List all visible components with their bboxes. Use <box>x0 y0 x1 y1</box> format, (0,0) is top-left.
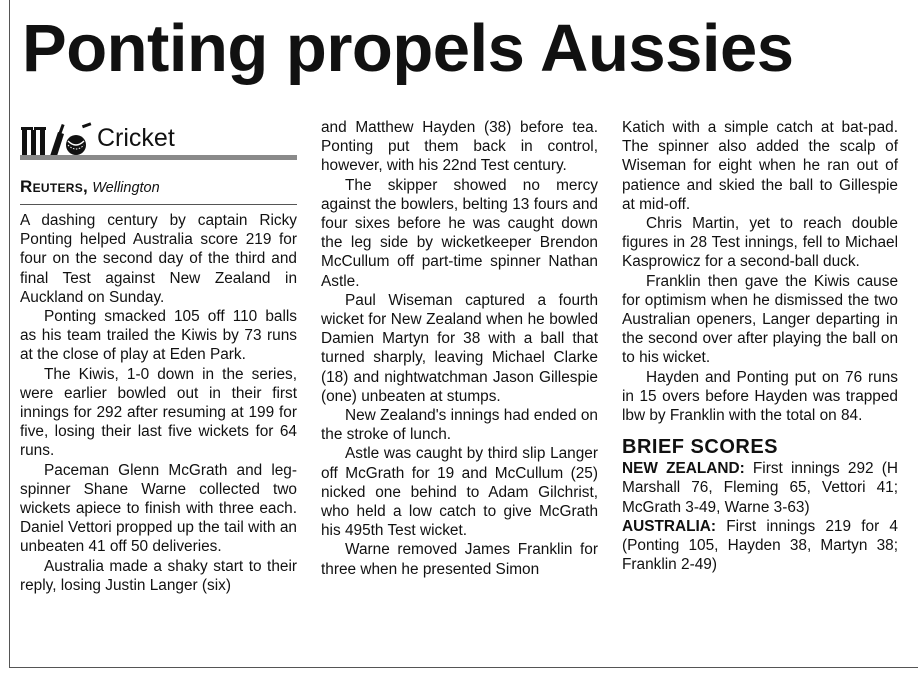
page-frame-left <box>9 0 10 668</box>
score-team: AUSTRALIA: <box>622 517 717 535</box>
headline: Ponting propels Aussies <box>22 11 794 86</box>
column-1 <box>20 118 297 595</box>
brief-scores-heading: BRIEF SCORES <box>622 436 779 459</box>
score-text: First innings 292 (H Marshall 76, Fleming 65, Vettori 41; McGrath 3-49, Warne 3-63) <box>622 460 898 516</box>
article-paragraph: Chris Martin, yet to reach double figures in 28 Test innings, fell to Michael Kasprowicz for a second-ball duck. <box>622 215 898 271</box>
article-paragraph: Paul Wiseman captured a fourth wicket for New Zealand when he bowled Damien Martyn for 38 with a ball that turned sharply, leaving Michael Clarke (18) and nightwatchman Jason Gillespie (one) unbeaten at stumps. <box>321 291 598 405</box>
section-rule <box>20 155 297 160</box>
brief-score-entry <box>622 517 898 575</box>
article-paragraph: A dashing century by captain Ricky Ponting helped Australia score 219 for four on the second day of the third and final Test against New Zealand in Auckland on Sunday. <box>20 212 297 306</box>
article-paragraph: Astle was caught by third slip Langer off McGrath for 19 and McCullum (25) nicked one behind to Adam Gilchrist, who held a low catch to give McGrath his 495th Test wicket. <box>321 445 598 540</box>
byline-rule <box>20 204 297 205</box>
article-paragraph-continued: Australia made a shaky start to their reply, losing Justin Langer (six) <box>20 557 297 594</box>
column-2 <box>321 118 598 579</box>
article-paragraph: Hayden and Ponting put on 76 runs in 15 overs before Hayden was trapped lbw by Franklin with the total on 84. <box>622 368 898 425</box>
article-paragraph-continuation: and Matthew Hayden (38) before tea. Ponting put them back in control, however, with his 22nd Test century. <box>321 119 598 175</box>
byline <box>20 178 297 197</box>
brief-score-entry <box>622 459 898 517</box>
score-team: NEW ZEALAND: <box>622 460 745 478</box>
article-paragraph: Paceman Glenn McGrath and leg-spinner Shane Warne collected two wickets apiece to finish with three each. Daniel Vettori propped up the tail with an unbeaten 41 off 50 deliveries. <box>20 461 297 556</box>
byline-agency: Reuters, <box>20 177 89 196</box>
article-paragraph-continuation: Katich with a simple catch at bat-pad. The spinner also added the scalp of Wiseman for eight when he ran out of patience and skied the ball to Gillespie at mid-off. <box>622 119 898 213</box>
column-3 <box>622 118 898 574</box>
score-text: First innings 219 for 4 (Ponting 105, Hayden 38, Martyn 38; Franklin 2-49) <box>622 517 898 574</box>
cricket-wicket-icon <box>20 120 94 158</box>
article-paragraph: Franklin then gave the Kiwis cause for optimism when he dismissed the two Australian openers, Langer departing in the second over after playing the ball on to his wicket. <box>622 272 898 367</box>
section-tag <box>20 118 297 152</box>
article-paragraph: The skipper showed no mercy against the bowlers, belting 13 fours and four sixes before he was caught down the leg side by wicketkeeper Brendon McCullum off part-time spinner Nathan Astle. <box>321 176 598 290</box>
page-frame-bottom <box>9 667 918 668</box>
article-paragraph-continued: Warne removed James Franklin for three when he presented Simon <box>321 541 598 578</box>
article-paragraph: The Kiwis, 1-0 down in the series, were earlier bowled out in their first innings for 292 after resuming at 199 for five, losing their last five wickets for 64 runs. <box>20 365 297 460</box>
byline-location: Wellington <box>92 180 160 196</box>
section-name: Cricket <box>97 124 175 152</box>
article-paragraph: Ponting smacked 105 off 110 balls as his team trailed the Kiwis by 73 runs at the close of play at Eden Park. <box>20 308 297 364</box>
article-paragraph: New Zealand's innings had ended on the stroke of lunch. <box>321 407 598 444</box>
